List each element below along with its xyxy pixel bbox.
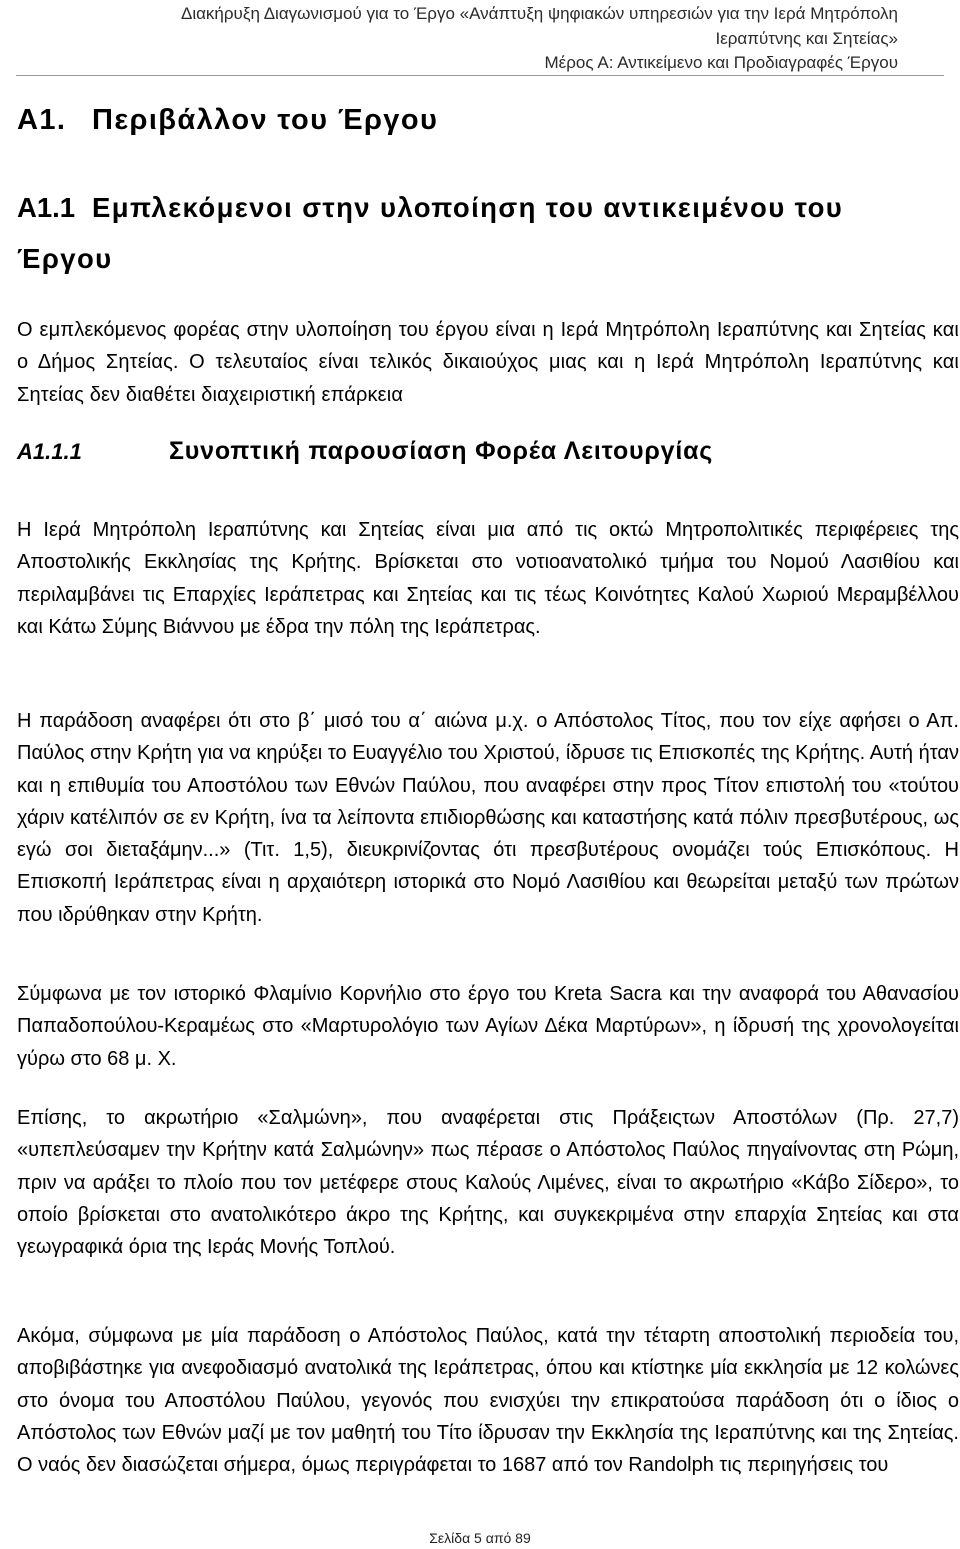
heading-title: Εμπλεκόμενοι στην υλοποίηση του αντικειμένου του Έργου	[17, 192, 844, 274]
paragraph-a1-1: Ο εμπλεκόμενος φορέας στην υλοποίηση του έργου είναι η Ιερά Μητρόπολη Ιεραπύτνης και Σητείας και ο Δήμος Σητείας. Ο τελευταίος είναι τελικός δικαιούχος μιας και η Ιερά Μητρόπολη Ιεραπύτνης και Σητείας δεν διαθέτει διαχειριστική επάρκεια	[17, 319, 959, 406]
paragraph: Η παράδοση αναφέρει ότι στο β΄ μισό του α΄ αιώνα μ.χ. ο Απόστολος Τίτος, που τον είχε αφήσει ο Απ. Παύλος στην Κρήτη για να κηρύξει το Ευαγγέλιο του Χριστού, ίδρυσε τις Επισκοπές της Κρήτης. Αυτή ήταν και η επιθυμία του Αποστόλου των Εθνών Παύλου, που αναφέρει στην προς Τίτον επιστολή του «τούτου χάριν κατέλιπόν σε εν Κρήτη, ίνα τα λείποντα επιδιορθώσης και καταστήσης κατά πόλιν πρεσβυτέρους, ως εγώ σοι διεταξάμην...» (Τιτ. 1,5), διευκρινίζοντας ότι πρεσβυτέρους ονομάζει τούς Επισκόπους. Η Επισκοπή Ιεράπετρας είναι η αρχαιότερη ιστορικά στο Νομό Λασιθίου και θεωρείται μεταξύ των πρώτων που ιδρύθηκαν στην Κρήτη.	[17, 710, 959, 926]
heading-number: Α1.1.1	[17, 439, 82, 464]
heading-a1-1	[17, 182, 907, 284]
heading-a1	[17, 104, 438, 137]
paragraph: Σύμφωνα με τον ιστορικό Φλαμίνιο Κορνήλιο στο έργο του Kreta Sacra και την αναφορά του Αθανασίου Παπαδοπούλου-Κεραμέως στο «Μαρτυρολόγιο των Αγίων Δέκα Μαρτύρων», η ίδρυσή της χρονολογείται γύρω στο 68 μ. Χ.	[17, 983, 959, 1070]
paragraph: Η Ιερά Μητρόπολη Ιεραπύτνης και Σητείας είναι μια από τις οκτώ Μητροπολιτικές περιφέρειες της Αποστολικής Εκκλησίας της Κρήτης. Βρίσκεται στο νοτιοανατολικό τμήμα του Νομού Λασιθίου και περιλαμβάνει τις Επαρχίες Ιεράπετρας και Σητείας και τις τέως Κοινότητες Καλού Χωριού Μεραμβέλλου και Κάτω Σύμης Βιάννου με έδρα την πόλη της Ιεράπετρας.	[17, 519, 959, 638]
heading-title: Συνοπτική παρουσίαση Φορέα Λειτουργίας	[169, 437, 714, 465]
header-divider	[16, 75, 944, 76]
heading-title: Περιβάλλον του Έργου	[92, 104, 439, 136]
running-header	[181, 2, 898, 76]
header-line: Μέρος Α: Αντικείμενο και Προδιαγραφές Έργου	[544, 53, 898, 72]
heading-number: Α1.1	[17, 192, 76, 223]
paragraph: Επίσης, το ακρωτήριο «Σαλμώνη», που αναφέρεται στις Πράξειςτων Αποστόλων (Πρ. 27,7) «υπεπλεύσαμεν την Κρήτην κατά Σαλμώνην» πως πέρασε ο Απόστολος Παύλος πηγαίνοντας στη Ρώμη, πριν να αράξει το πλοίο που τον μετέφερε στους Καλούς Λιμένες, είναι το ακρωτήριο «Κάβο Σίδερο», το οποίο βρίσκεται στο ανατολικότερο άκρο της Κρήτης, και συγκεκριμένα στην επαρχία Σητείας και στα γεωγραφικά όρια της Ιεράς Μονής Τοπλού.	[17, 1107, 959, 1259]
header-line: Ιεραπύτνης και Σητείας»	[715, 28, 898, 48]
heading-a1-1-1	[17, 437, 713, 466]
page-number: Σελίδα 5 από 89	[429, 1530, 531, 1546]
paragraph: Ακόμα, σύμφωνα με μία παράδοση ο Απόστολος Παύλος, κατά την τέταρτη αποστολική περιοδεία του, αποβιβάστηκε για ανεφοδιασμό ανατολικά της Ιεράπετρας, όπου και κτίστηκε μία εκκλησία με 12 κολώνες στο όνομα του Αποστόλου Παύλου, γεγονός που ενισχύει την επικρατούσα παράδοση ότι ο ίδιος ο Απόστολος των Εθνών μαζί με τον μαθητή του Τίτο ίδρυσαν την Εκκλησία της Ιεραπύτνης και της Σητείας. Ο ναός δεν διασώζεται σήμερα, όμως περιγράφεται το 1687 από τον Randolph τις περιηγήσεις του	[17, 1325, 959, 1477]
header-line: Διακήρυξη Διαγωνισμού για το Έργο «Ανάπτυξη ψηφιακών υπηρεσιών για την Ιερά Μητρόπολη	[180, 4, 898, 23]
heading-number: Α1.	[17, 104, 67, 136]
